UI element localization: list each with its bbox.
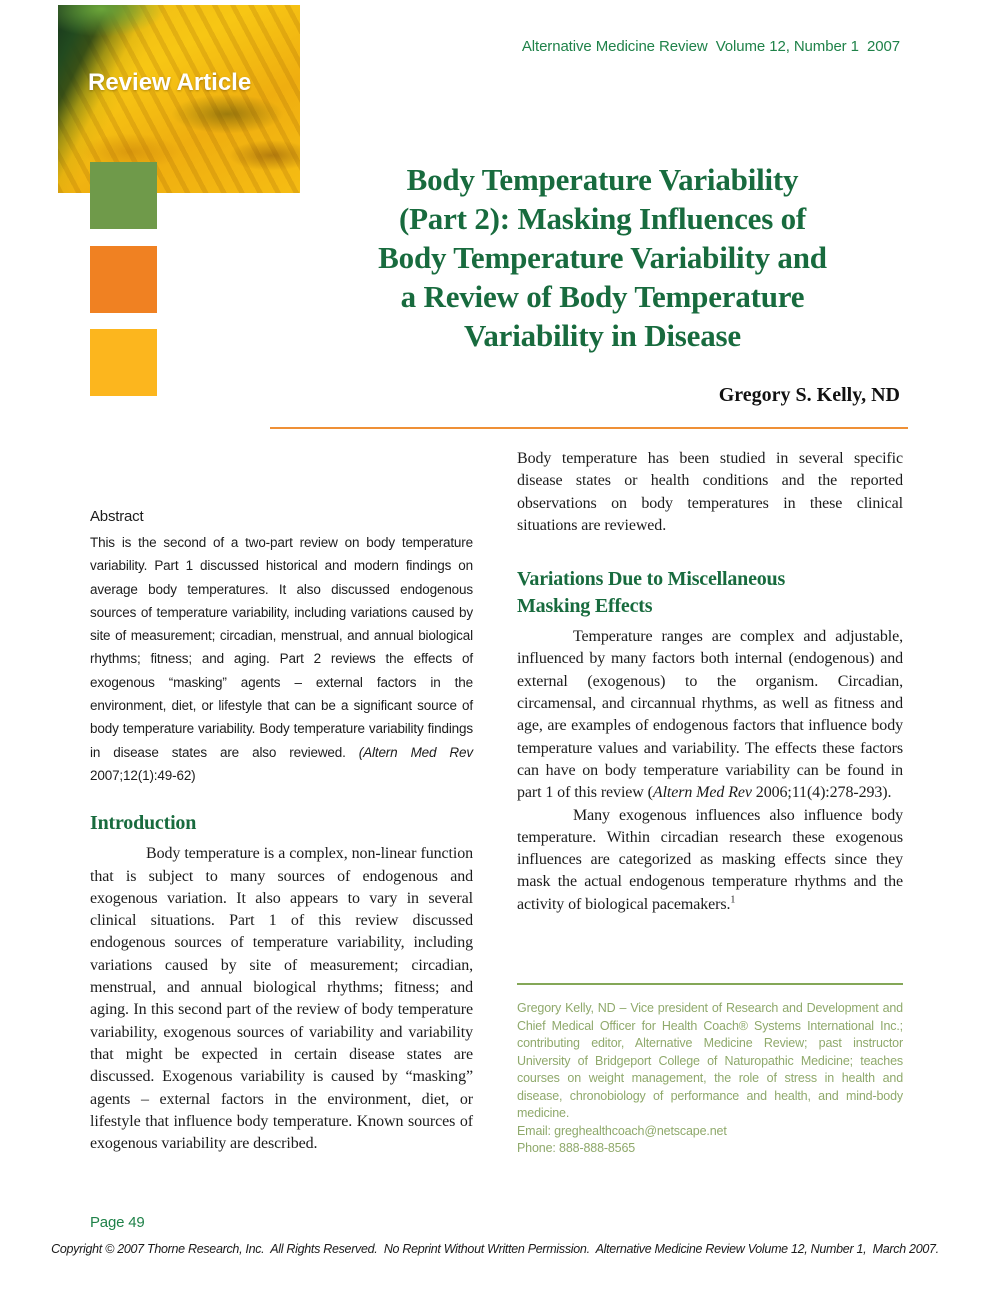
article-title-line: Variability in Disease xyxy=(464,318,741,353)
variations-paragraph-1 xyxy=(517,626,903,804)
variations-heading-line2: Masking Effects xyxy=(517,595,653,618)
variations-heading-line1: Variations Due to Miscellaneous xyxy=(517,568,786,591)
article-title-line: Body Temperature Variability xyxy=(406,162,799,197)
article-title-line: Body Temperature Variability and xyxy=(378,240,827,275)
page-number: Page 49 xyxy=(90,1214,145,1231)
decorative-square-orange xyxy=(90,246,157,313)
decorative-square-green xyxy=(90,162,157,229)
author-name: Gregory S. Kelly, ND xyxy=(718,384,900,406)
article-title-line: (Part 2): Masking Influences of xyxy=(398,201,807,236)
author-bio-block xyxy=(517,983,903,1158)
variations-p1-citation-ref: 2006;11(4):278-293). xyxy=(751,784,892,802)
variations-p1-citation-journal: Altern Med Rev xyxy=(652,784,752,802)
introduction-continuation-paragraph: Body temperature has been studied in several specific disease states or health conditions and the reported observations on body temperatures in these clinical situations are reviewed. xyxy=(517,450,903,534)
author-email: Email: greghealthcoach@netscape.net xyxy=(517,1123,727,1138)
abstract-citation-journal: (Altern Med Rev xyxy=(358,744,473,760)
variations-heading xyxy=(517,566,903,620)
introduction-paragraph: Body temperature is a complex, non-linear function that is subject to many sources of endogenous and exogenous variation. It also appears to vary in several clinical situations. Part 1 of this review discussed endogenous sources of temperature variability, including variations caused by site of measurement; circadian, menstrual, and annual biological rhythms; fitness; and aging. In this second part of the review of body temperature variability, exogenous sources of variability and variability that might be expected in certain disease states are discussed. Exogenous variability is caused by “masking” agents – external factors in the environment, diet, or lifestyle that influence body temperature. Known sources of exogenous variability are described. xyxy=(90,845,473,1153)
abstract-text xyxy=(90,531,473,787)
decorative-square-yellow xyxy=(90,329,157,396)
author-phone: Phone: 888-888-8565 xyxy=(517,1141,636,1155)
introduction-heading: Introduction xyxy=(90,812,197,835)
article-title-line: a Review of Body Temperature xyxy=(400,279,805,314)
abstract-body: This is the second of a two-part review on body temperature variability. Part 1 discussed historical and modern findings on average body temperatures. It also discussed endogenous sources of temperature variability, including variations caused by site of measurement; circadian, menstrual, and annual biological rhythms; fitness; and aging. Part 2 reviews the effects of exogenous “masking” agents – external factors in the environment, diet, or lifestyle that can be a significant source of body temperature variability. Body temperature variability findings in disease states are also reviewed. xyxy=(90,535,473,760)
footnote-reference-1: 1 xyxy=(730,894,736,906)
variations-p1-text: Temperature ranges are complex and adjustable, influenced by many factors both internal (endogenous) and external (exogenous) to the organism. Circadian, circamensal, and circannual rhythms, as well as fitness and age, are examples of endogenous factors that influence body temperature values and variability. The effects these factors can have on body temperature variability can be found in part 1 of this review ( xyxy=(517,628,903,802)
author-bio-text: Gregory Kelly, ND – Vice president of Research and Development and Chief Medical Officer for Health Coach® Systems International Inc.; contributing editor, Alternative Medicine Review; past instructor University of Bridgeport College of Naturopathic Medicine; teaches courses on weight management, the role of stress in health and disease, chronobiology of performance and health, and mind-body medicine. xyxy=(517,1001,903,1120)
abstract-heading: Abstract xyxy=(90,508,144,525)
bio-divider-rule xyxy=(517,983,903,985)
article-type-banner: Review Article xyxy=(88,69,252,96)
journal-header-line: Alternative Medicine Review Volume 12, Number 1 2007 xyxy=(521,38,900,55)
variations-p2-text: Many exogenous influences also influence body temperature. Within circadian research these exogenous influences are categorized as masking effects since they mask the actual endogenous temperature rhythms and the activity of biological pacemakers. xyxy=(517,806,903,913)
left-column xyxy=(90,508,473,1155)
copyright-line: Copyright © 2007 Thorne Research, Inc. All Rights Reserved. No Reprint Without Written Permission. Alternative Medicine Review Volume 12, Number 1, March 2007. xyxy=(51,1242,939,1256)
title-divider-rule xyxy=(270,427,908,429)
article-title xyxy=(300,160,905,355)
abstract-citation-ref: 2007;12(1):49-62) xyxy=(90,767,196,783)
variations-paragraph-2 xyxy=(517,805,903,916)
right-column xyxy=(517,448,903,916)
